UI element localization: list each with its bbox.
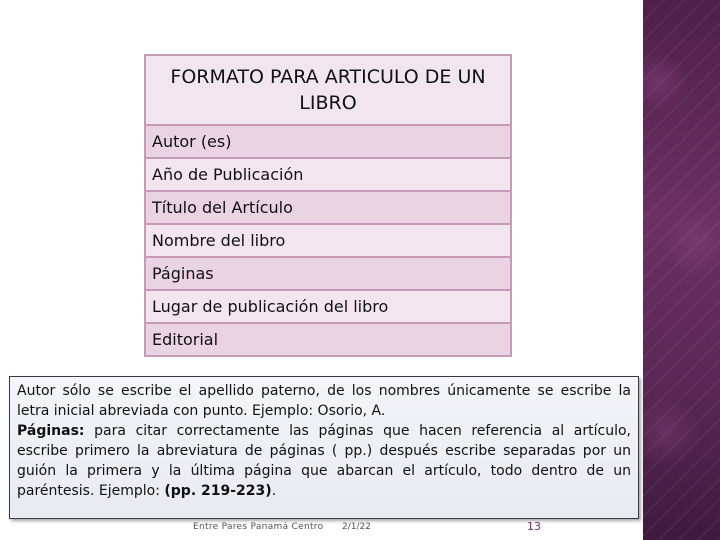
- table-cell-publisher: Editorial: [145, 323, 511, 356]
- notes-box: [9, 376, 639, 519]
- table-row: [145, 125, 511, 158]
- note-pages-text: para citar correctamente las páginas que hacen referencia al artículo, escribe primero la abreviatura de páginas ( pp.) después escribe separadas por un guión la primera y la última página que abarcan el artículo, todo dentro de un paréntesis. Ejemplo:: [17, 423, 631, 499]
- table-title: FORMATO PARA ARTICULO DE UN LIBRO: [145, 55, 511, 125]
- table-row: [145, 191, 511, 224]
- note-pages-end: .: [271, 483, 277, 499]
- format-table: [144, 54, 512, 357]
- table-row: [145, 257, 511, 290]
- table-row: [145, 323, 511, 356]
- note-author-label: Autor: [17, 383, 56, 399]
- table-row: [145, 224, 511, 257]
- table-cell-place: Lugar de publicación del libro: [145, 290, 511, 323]
- table-row: [145, 290, 511, 323]
- table-cell-author: Autor (es): [145, 125, 511, 158]
- table-row: [145, 158, 511, 191]
- table-cell-year: Año de Publicación: [145, 158, 511, 191]
- page-number: 13: [527, 520, 541, 533]
- table-title-row: [145, 55, 511, 125]
- decorative-side-band: [643, 0, 720, 540]
- note-author: [17, 381, 631, 421]
- table-cell-article-title: Título del Artículo: [145, 191, 511, 224]
- table-cell-pages: Páginas: [145, 257, 511, 290]
- note-pages-example: (pp. 219-223): [164, 483, 272, 499]
- note-pages-label: Páginas:: [17, 423, 85, 439]
- footer-date: 2/1/22: [342, 522, 371, 532]
- footer-source: Entre Pares Panamá Centro: [193, 522, 324, 532]
- note-author-text: sólo se escribe el apellido paterno, de los nombres únicamente se escribe la letra inicial abreviada con punto. Ejemplo: Osorio, A.: [17, 383, 631, 419]
- note-pages: [17, 421, 631, 501]
- table-cell-book-name: Nombre del libro: [145, 224, 511, 257]
